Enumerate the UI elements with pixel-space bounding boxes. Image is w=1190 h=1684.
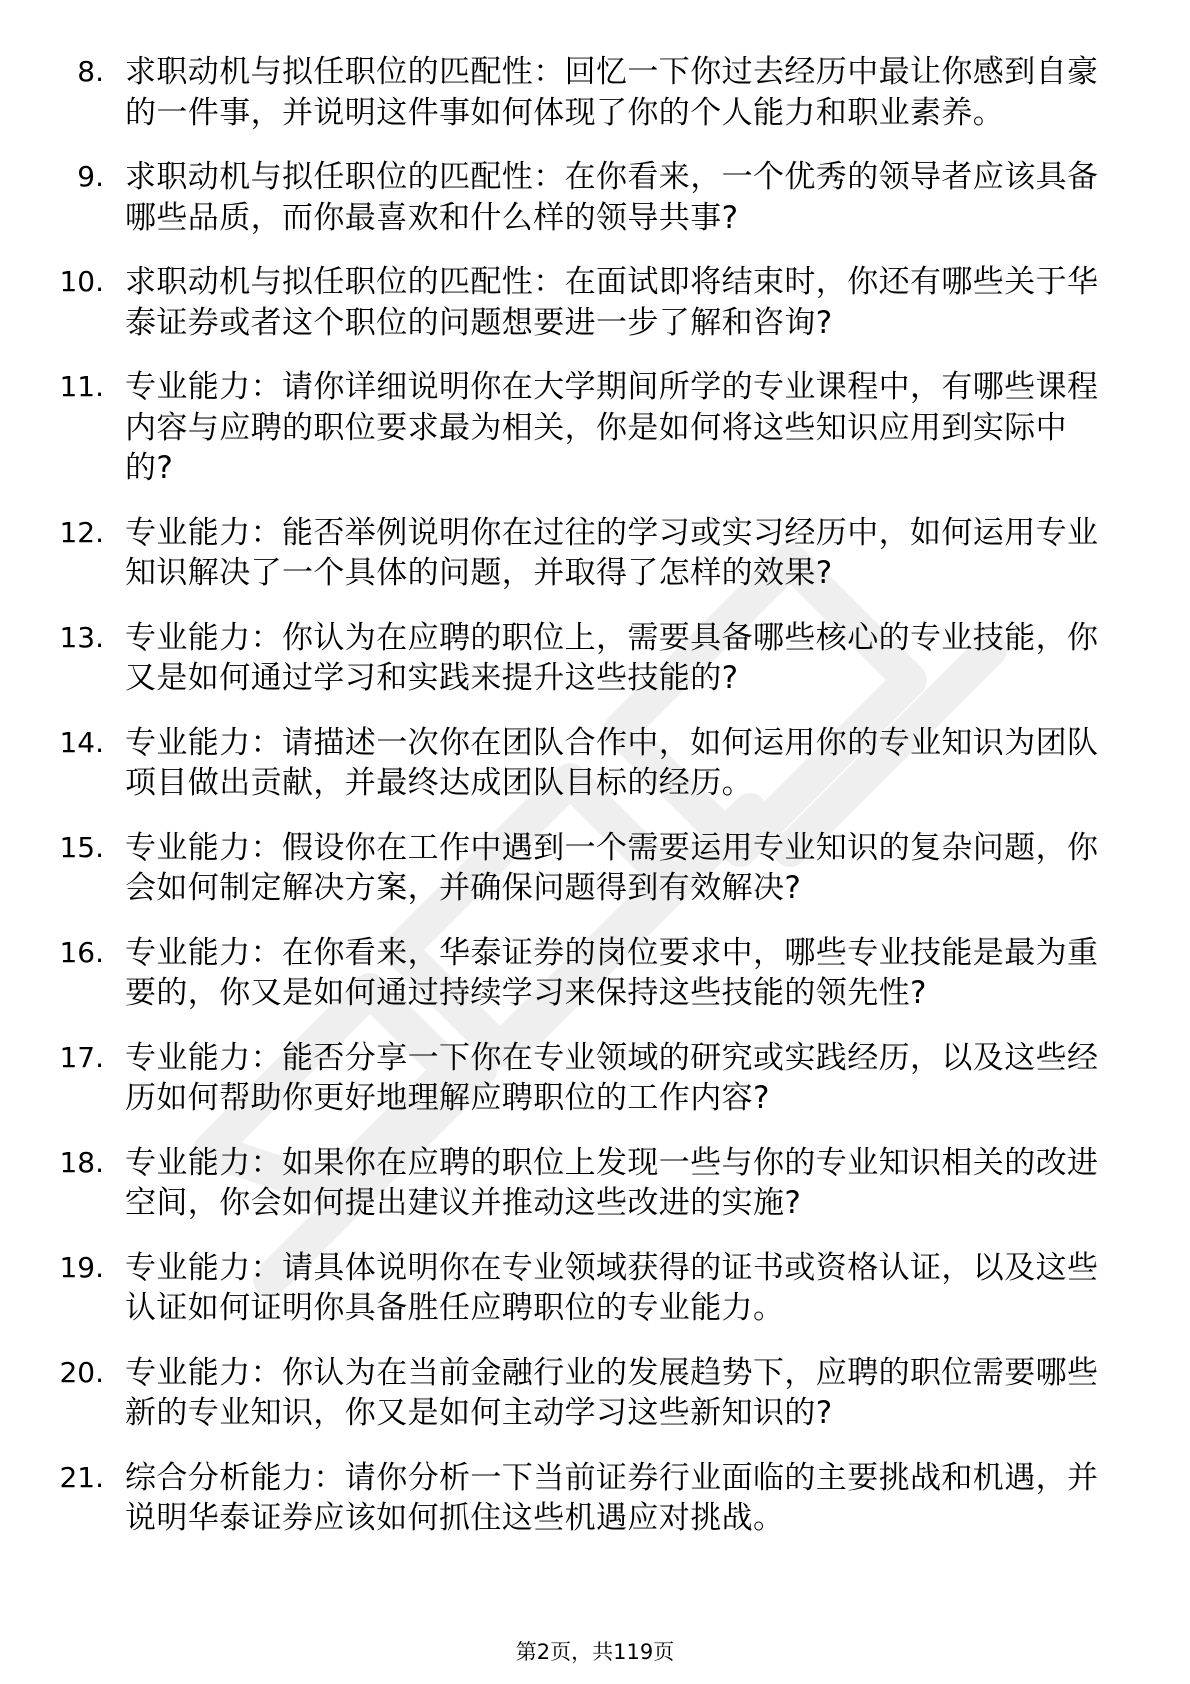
question-number: 19. [59,1250,104,1284]
question-number: 21. [59,1460,104,1494]
question-item [0,618,1190,699]
question-text: 求职动机与拟任职位的匹配性：回忆一下你过去经历中最让你感到自豪的一件事，并说明这件事如何体现了你的个人能力和职业素养。 [125,54,1099,131]
question-text: 专业能力：请你详细说明你在大学期间所学的专业课程中，有哪些课程内容与应聘的职位要求最为相关，你是如何将这些知识应用到实际中的? [125,369,1099,486]
question-item [0,1143,1190,1224]
question-item [0,1353,1190,1434]
question-text: 专业能力：能否分享一下你在专业领域的研究或实践经历，以及这些经历如何帮助你更好地理解应聘职位的工作内容? [125,1039,1099,1116]
question-list [0,52,1190,1563]
question-item [0,1038,1190,1119]
question-number: 16. [59,935,104,969]
question-number: 13. [59,620,104,654]
question-number: 9. [77,160,104,193]
question-item [0,262,1190,343]
question-item [0,933,1190,1014]
question-number: 10. [59,265,104,298]
question-number: 11. [59,370,104,403]
question-number: 18. [59,1145,104,1179]
question-text: 专业能力：如果你在应聘的职位上发现一些与你的专业知识相关的改进空间，你会如何提出建议并推动这些改进的实施? [125,1144,1099,1221]
question-number: 20. [59,1355,104,1389]
question-text: 专业能力：请具体说明你在专业领域获得的证书或资格认证，以及这些认证如何证明你具备胜任应聘职位的专业能力。 [125,1249,1099,1326]
question-number: 14. [59,725,104,759]
question-text: 求职动机与拟任职位的匹配性：在你看来，一个优秀的领导者应该具备哪些品质，而你最喜欢和什么样的领导共事? [125,159,1099,236]
question-text: 专业能力：请描述一次你在团队合作中，如何运用你的专业知识为团队项目做出贡献，并最终达成团队目标的经历。 [125,724,1099,801]
question-item [0,157,1190,238]
question-number: 12. [59,515,104,549]
page-footer: 第2页，共119页 [515,1640,675,1664]
question-item [0,1458,1190,1539]
question-item [0,828,1190,909]
question-number: 8. [77,55,104,88]
question-number: 17. [59,1040,104,1074]
question-item [0,723,1190,804]
question-item [0,513,1190,594]
question-text: 专业能力：你认为在应聘的职位上，需要具备哪些核心的专业技能，你又是如何通过学习和实践来提升这些技能的? [125,619,1099,696]
question-text: 专业能力：在你看来，华泰证券的岗位要求中，哪些专业技能是最为重要的，你又是如何通过持续学习来保持这些技能的领先性? [125,934,1099,1011]
question-text: 专业能力：假设你在工作中遇到一个需要运用专业知识的复杂问题，你会如何制定解决方案，并确保问题得到有效解决? [125,829,1099,906]
question-item [0,1248,1190,1329]
question-text: 求职动机与拟任职位的匹配性：在面试即将结束时，你还有哪些关于华泰证券或者这个职位的问题想要进一步了解和咨询? [125,264,1099,341]
question-text: 专业能力：你认为在当前金融行业的发展趋势下，应聘的职位需要哪些新的专业知识，你又是如何主动学习这些新知识的? [125,1354,1099,1431]
question-text: 综合分析能力：请你分析一下当前证券行业面临的主要挑战和机遇，并说明华泰证券应该如何抓住这些机遇应对挑战。 [125,1459,1099,1536]
question-item [0,367,1190,489]
question-number: 15. [59,830,104,864]
question-item [0,52,1190,133]
question-text: 专业能力：能否举例说明你在过往的学习或实习经历中，如何运用专业知识解决了一个具体的问题，并取得了怎样的效果? [125,514,1099,591]
